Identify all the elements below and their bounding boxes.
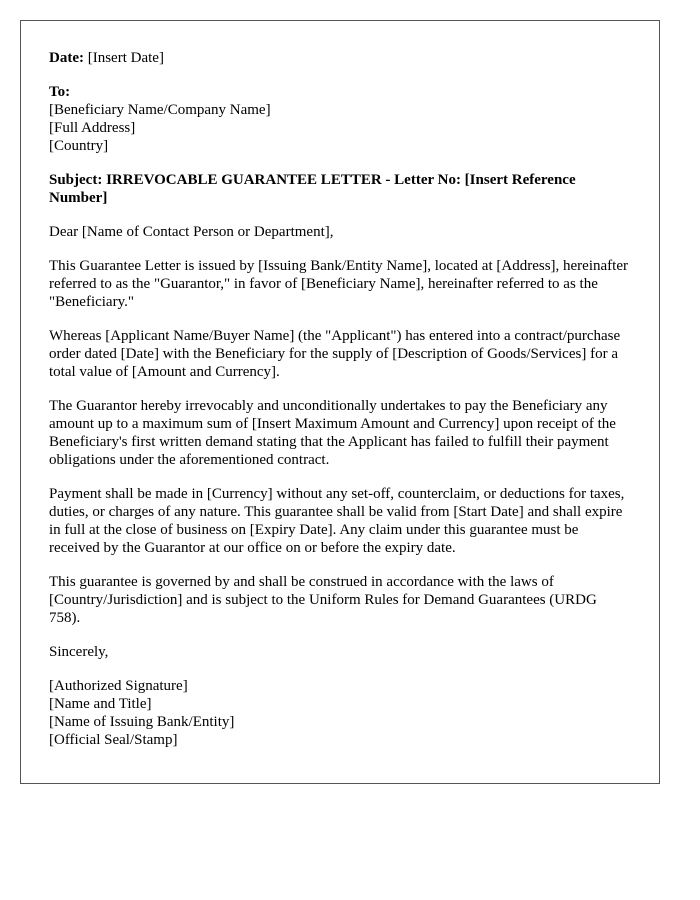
closing: Sincerely,	[49, 644, 109, 660]
subject-line: Subject: IRREVOCABLE GUARANTEE LETTER - Letter No: [Insert Reference Number]	[49, 172, 576, 206]
signature-entity: [Name of Issuing Bank/Entity]	[49, 714, 235, 730]
to-label: To:	[49, 84, 71, 100]
recipient-country: [Country]	[49, 138, 109, 154]
paragraph-whereas: Whereas [Applicant Name/Buyer Name] (the "Applicant") has entered into a contract/purchase order dated [Date] with the Beneficiary for the supply of [Description of Goods/Services] for a total value of [Amount and Currency].	[49, 328, 621, 380]
signature-block	[49, 677, 631, 749]
paragraph-issuer: This Guarantee Letter is issued by [Issuing Bank/Entity Name], located at [Address], hereinafter referred to as the "Guarantor," in favor of [Beneficiary Name], hereinafter referred to as the "Beneficiary."	[49, 258, 628, 310]
signature-authorized: [Authorized Signature]	[49, 678, 188, 694]
recipient-name: [Beneficiary Name/Company Name]	[49, 102, 271, 118]
signature-seal: [Official Seal/Stamp]	[49, 732, 178, 748]
salutation: Dear [Name of Contact Person or Department],	[49, 224, 334, 240]
letter-document	[20, 20, 660, 784]
recipient-block	[49, 83, 631, 155]
paragraph-payment-terms: Payment shall be made in [Currency] without any set-off, counterclaim, or deductions for taxes, duties, or charges of any nature. This guarantee shall be valid from [Start Date] and shall expire in full at the close of business on [Expiry Date]. Any claim under this guarantee must be received by the Guarantor at our office on or before the expiry date.	[49, 486, 625, 556]
recipient-address: [Full Address]	[49, 120, 136, 136]
signature-name-title: [Name and Title]	[49, 696, 152, 712]
date-line	[49, 49, 631, 67]
date-value: [Insert Date]	[87, 50, 164, 66]
paragraph-undertaking: The Guarantor hereby irrevocably and unconditionally undertakes to pay the Beneficiary any amount up to a maximum sum of [Insert Maximum Amount and Currency] upon receipt of the Beneficiary's first written demand stating that the Applicant has failed to fulfill their payment obligations under the aforementioned contract.	[49, 398, 616, 468]
date-label: Date:	[49, 50, 84, 66]
paragraph-governing-law: This guarantee is governed by and shall be construed in accordance with the laws of [Country/Jurisdiction] and is subject to the Uniform Rules for Demand Guarantees (URDG 758).	[49, 574, 597, 626]
